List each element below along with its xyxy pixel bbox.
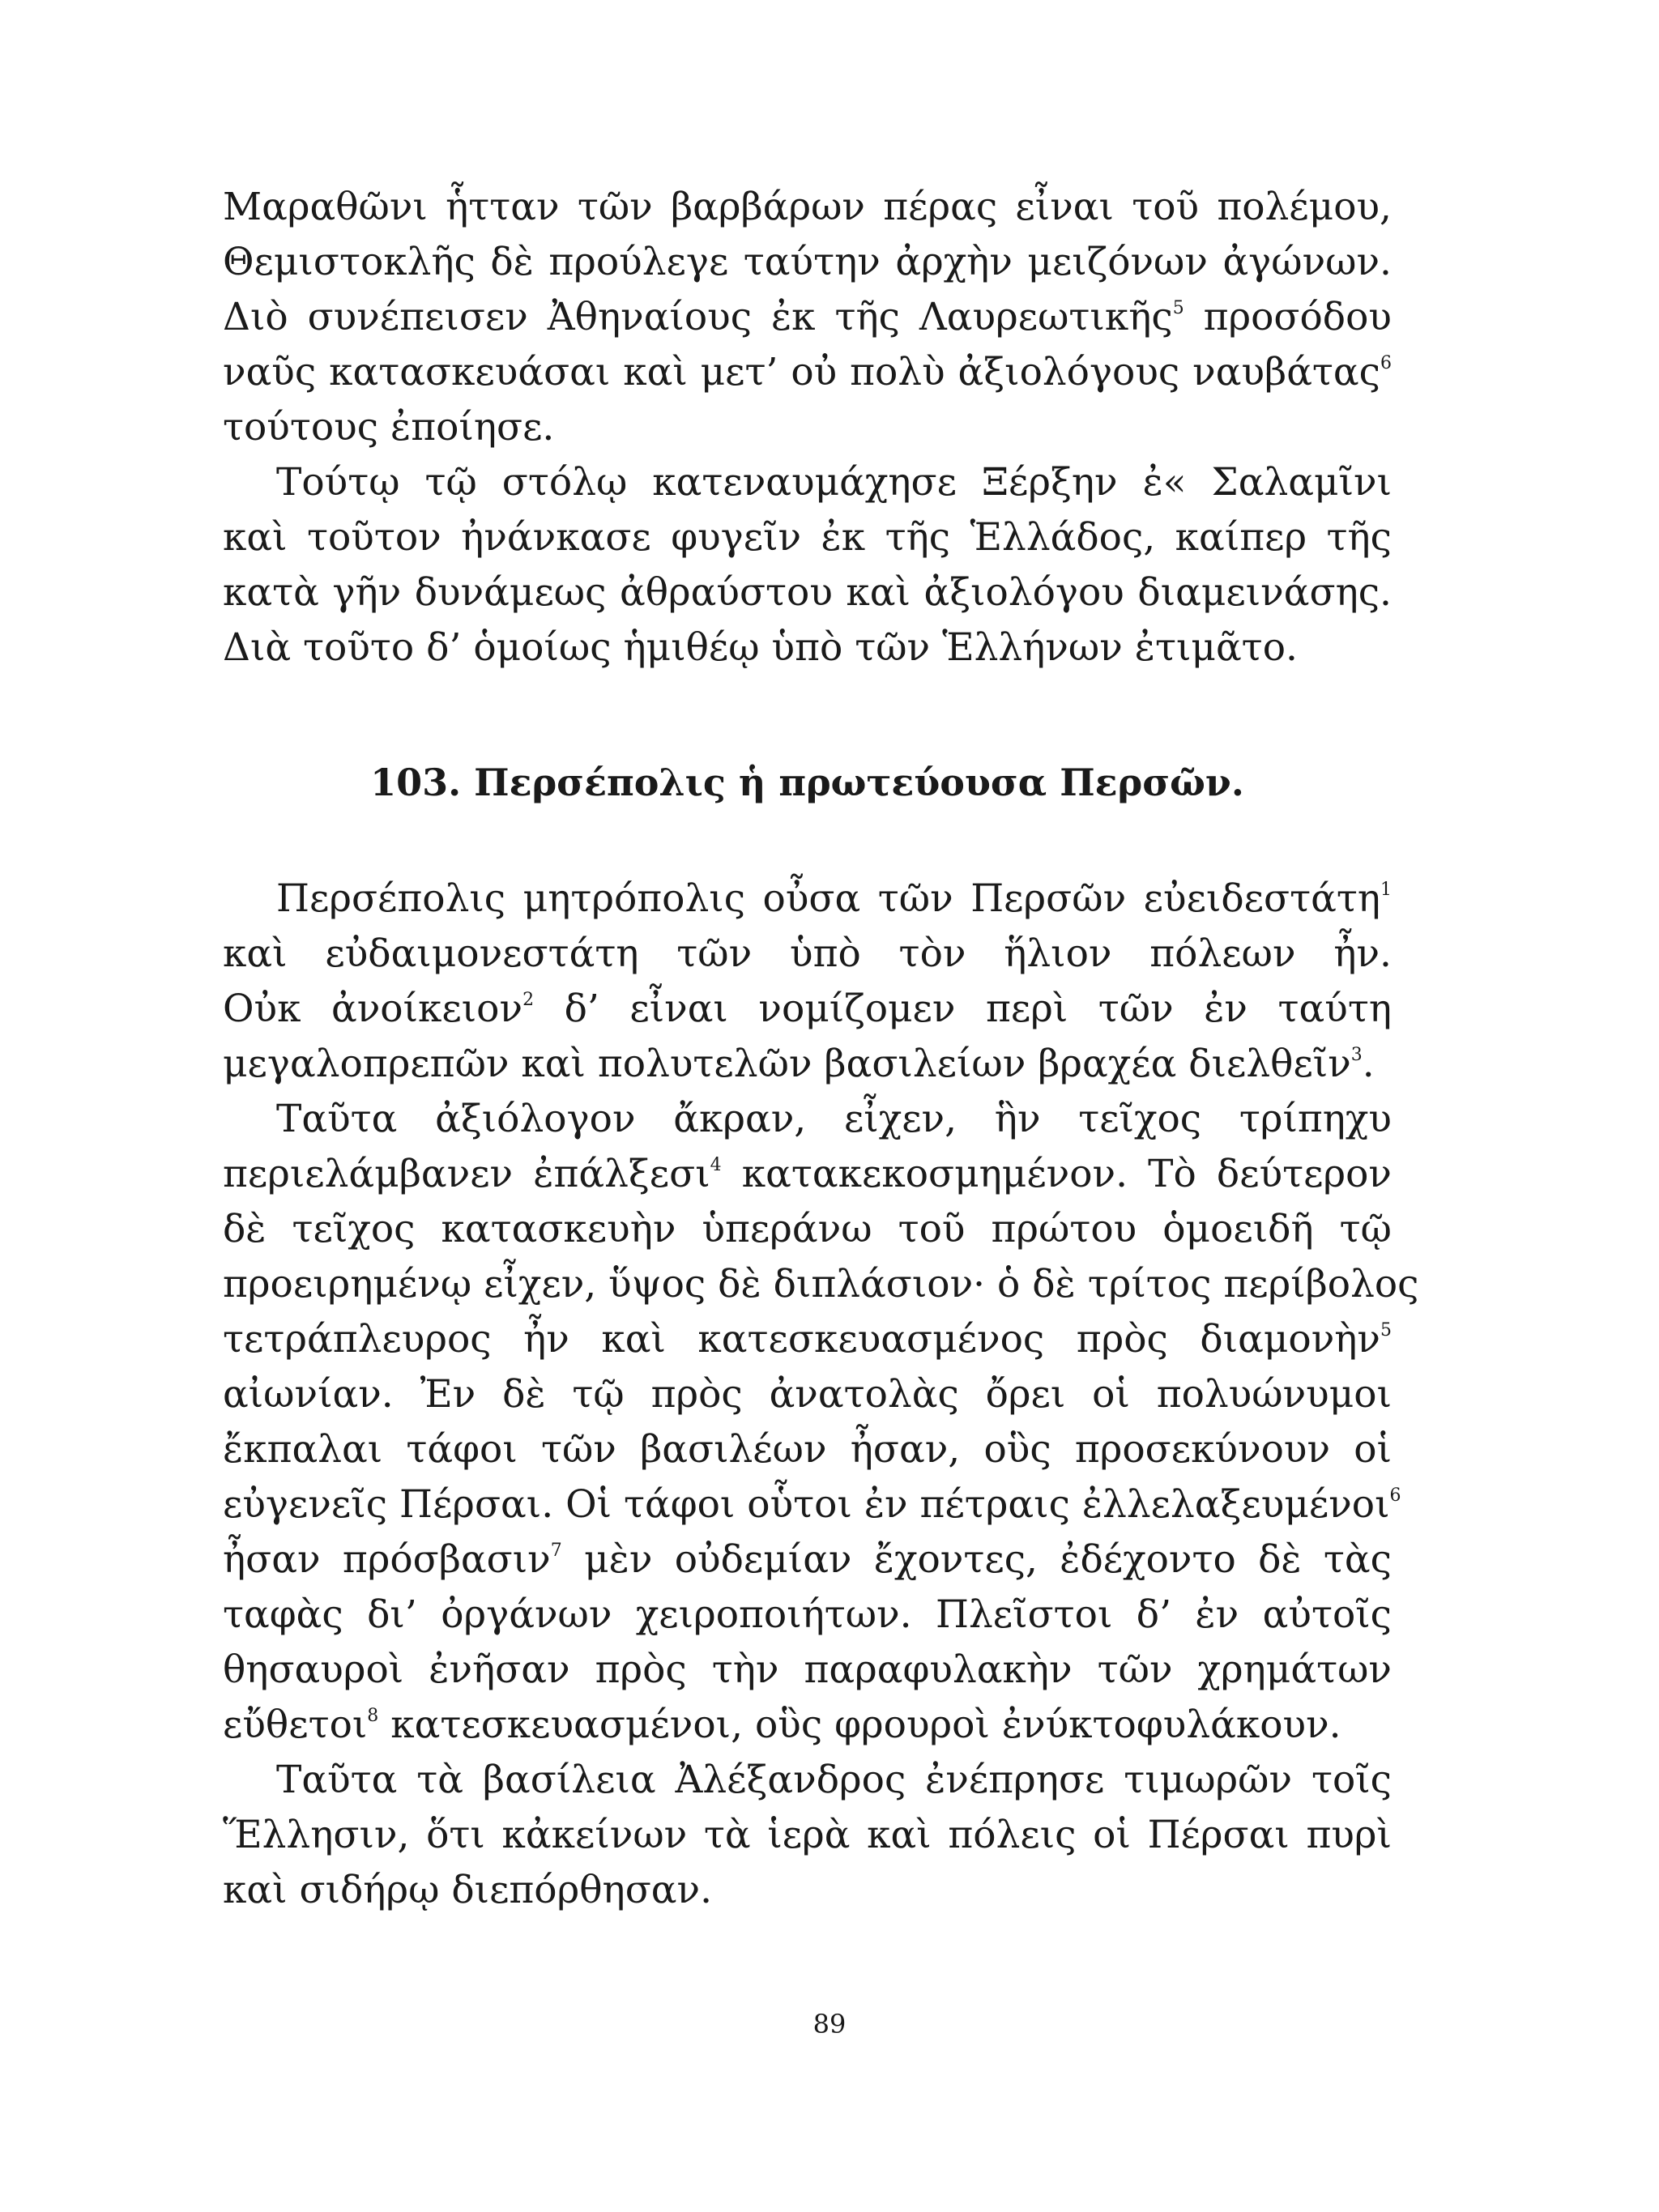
text-line: Ταῦτα ἀξιόλογον ἄκραν, εἶχεν, ἣν τεῖχος τρίπηχυ (276, 1097, 1392, 1141)
text-line: προειρημένῳ εἶχεν, ὕψος δὲ διπλάσιον· ὁ δὲ τρίτος περίβολος (223, 1262, 1419, 1306)
text-line: ἔκπαλαι τάφοι τῶν βασιλέων ἦσαν, οὓς προσεκύνουν οἱ (223, 1427, 1392, 1472)
text-line: Τούτῳ τῷ στόλῳ κατεναυμάχησε Ξέρξην ἐ« Σαλαμῖνι (276, 460, 1392, 505)
text-line (223, 1532, 1392, 1588)
section-heading: 103. Περσέπολις ἡ πρωτεύουσα Περσῶν. (370, 761, 1244, 804)
text-line (223, 1312, 1392, 1367)
text-segment: προσόδου (1203, 295, 1392, 339)
text-line (223, 982, 1392, 1037)
paragraph-persepolis-intro (223, 872, 1392, 1092)
text-segment: δ’ εἶναι νομίζομεν περὶ τῶν ἐν ταύτη (564, 987, 1392, 1031)
text-line (223, 1477, 1401, 1532)
text-segment: μεγαλοπρεπῶν καὶ πολυτελῶν βασιλείων βραχέα διελθεῖν (223, 1042, 1351, 1086)
text-segment: κατεσκευασμένοι, οὓς φρουροὶ ἐνύκτοφυλάκουν. (390, 1703, 1341, 1747)
footnote-ref: 3 (1350, 1045, 1363, 1065)
text-segment: Οὐκ ἀνοίκειον (223, 987, 523, 1031)
text-line: καὶ τοῦτον ἠνάνκασε φυγεῖν ἐκ τῆς Ἑλλάδος, καίπερ τῆς (223, 515, 1392, 560)
text-line: ταφὰς δι’ ὀργάνων χειροποιήτων. Πλεῖστοι δ’ ἐν αὐτοῖς (223, 1592, 1392, 1637)
text-segment: ναῦς κατασκευάσαι καὶ μετ’ οὐ πολὺ ἀξιολόγους ναυβάτας (223, 350, 1380, 394)
text-line: δὲ τεῖχος κατασκευὴν ὑπεράνω τοῦ πρώτου ὁμοειδῆ τῷ (223, 1207, 1392, 1251)
paragraph-walls-tombs (223, 1092, 1419, 1753)
text-line (223, 1698, 1392, 1753)
footnote-ref: 5 (1380, 1320, 1392, 1340)
footnote-ref: 5 (1172, 298, 1184, 318)
text-line: τούτους ἐποίησε. (223, 405, 555, 450)
page-number: 89 (812, 2009, 847, 2039)
text-segment: εὔθετοι (223, 1703, 368, 1747)
text-segment: τετράπλευρος ἦν καὶ κατεσκευασμένος πρὸς διαμονὴν (223, 1317, 1380, 1362)
text-line: Θεμιστοκλῆς δὲ προύλεγε ταύτην ἀρχὴν μειζόνων ἀγώνων. (223, 240, 1392, 284)
text-segment: μὲν οὐδεμίαν ἔχοντες, ἐδέχοντο δὲ τὰς (584, 1537, 1392, 1582)
text-line (223, 872, 1392, 927)
text-segment: εὐγενεῖς Πέρσαι. Οἱ τάφοι οὗτοι ἐν πέτραις ἐλλελαξευμένοι (223, 1482, 1390, 1527)
text-line: Ταῦτα τὰ βασίλεια Ἀλέξανδρος ἐνέπρησε τιμωρῶν τοῖς (276, 1758, 1392, 1802)
footnote-ref: 7 (550, 1541, 562, 1561)
text-segment: κατακεκοσμημένον. Τὸ δεύτερον (741, 1152, 1392, 1196)
text-segment: Διὸ συνέπεισεν Ἀθηναίους ἐκ τῆς Λαυρεωτικῆς (223, 295, 1173, 339)
text-segment: Περσέπολις μητρόπολις οὖσα τῶν Περσῶν εὐειδεστάτη (276, 876, 1380, 921)
text-line (223, 290, 1392, 345)
text-line: καὶ εὐδαιμονεστάτη τῶν ὑπὸ τὸν ἥλιον πόλεων ἦν. (223, 931, 1392, 976)
text-segment: ἦσαν πρόσβασιν (223, 1537, 551, 1582)
paragraph-salamis (223, 455, 1392, 676)
text-line (223, 1147, 1392, 1202)
footnote-ref: 8 (367, 1706, 379, 1726)
footnote-ref: 6 (1389, 1485, 1401, 1506)
text-line: Ἕλλησιν, ὅτι κἀκείνων τὰ ἱερὰ καὶ πόλεις οἱ Πέρσαι πυρὶ (223, 1813, 1392, 1857)
paragraph-alexander (223, 1753, 1392, 1918)
text-line: αἰωνίαν. Ἐν δὲ τῷ πρὸς ἀνατολὰς ὄρει οἱ πολυώνυμοι (223, 1372, 1392, 1417)
text-line: θησαυροὶ ἐνῆσαν πρὸς τὴν παραφυλακὴν τῶν χρημάτων (223, 1647, 1392, 1692)
text-line (223, 345, 1392, 400)
footnote-ref: 1 (1380, 880, 1392, 900)
text-line: κατὰ γῆν δυνάμεως ἀθραύστου καὶ ἀξιολόγου διαμεινάσης. (223, 570, 1392, 615)
text-line: Διὰ τοῦτο δ’ ὁμοίως ἡμιθέῳ ὑπὸ τῶν Ἑλλήνων ἐτιμᾶτο. (223, 625, 1298, 670)
text-line: καὶ σιδήρῳ διεπόρθησαν. (223, 1868, 713, 1912)
paragraph-marathon (223, 180, 1392, 455)
footnote-ref: 2 (522, 990, 535, 1010)
text-line: μεγαλοπρεπῶν καὶ πολυτελῶν βασιλείων βραχέα διελθεῖν$^3$. (223, 1042, 1375, 1086)
text-segment: περιελάμβανεν ἐπάλξεσι (223, 1152, 710, 1196)
footnote-ref: 6 (1380, 353, 1392, 373)
footnote-ref: 4 (710, 1155, 722, 1175)
text-line: Μαραθῶνι ἧτταν τῶν βαρβάρων πέρας εἶναι τοῦ πολέμου, (223, 185, 1392, 229)
